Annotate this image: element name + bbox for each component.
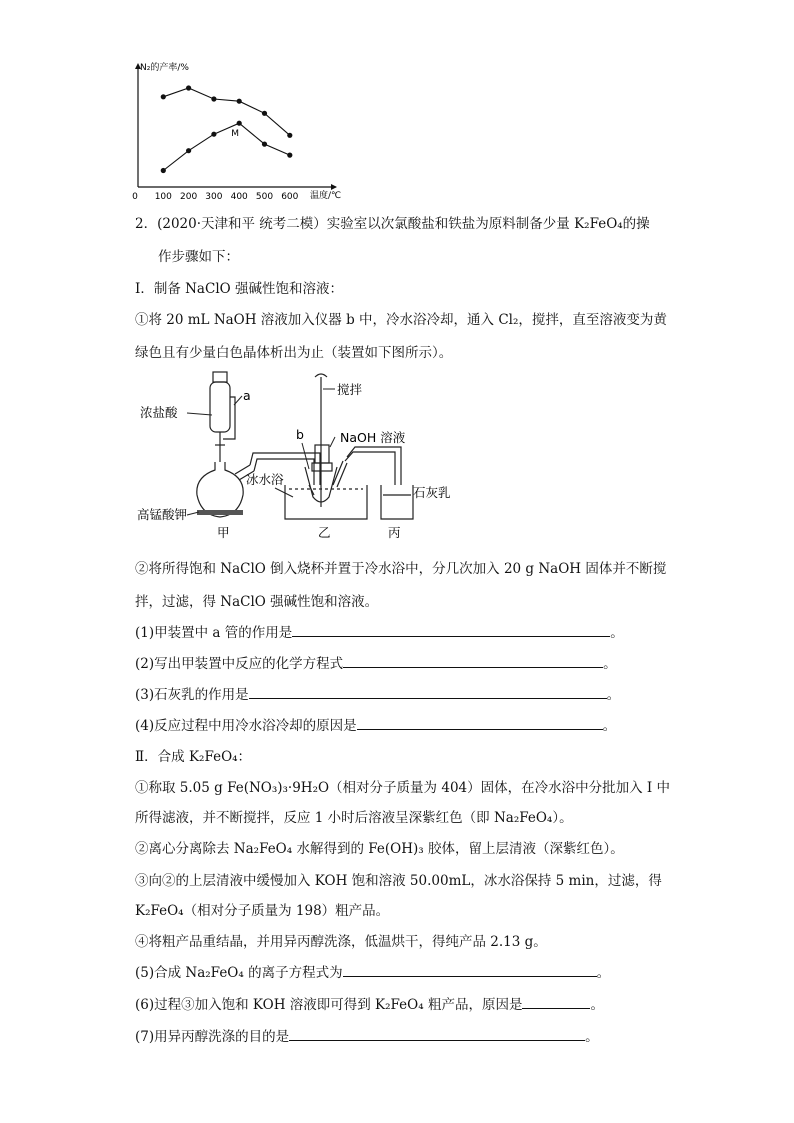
label-b: b [296, 427, 304, 442]
question-header-cont: 作步骤如下： [158, 249, 239, 265]
label-lime-milk: 石灰乳 [413, 485, 451, 500]
answer-blank-3[interactable] [249, 684, 607, 699]
synth-step3-line1: ③向②的上层清液中缓慢加入 KOH 饱和溶液 50.00mL，冰水浴保持 5 min，过滤，得 [135, 873, 662, 889]
label-ice-bath: 冰水浴 [246, 472, 284, 487]
data-point [161, 94, 166, 99]
data-point [237, 121, 242, 126]
question-3: (3)石灰乳的作用是 。 [135, 683, 620, 703]
yield-chart [128, 60, 348, 200]
question-7: (7)用异丙醇洗涤的目的是 。 [135, 1025, 599, 1045]
data-point [211, 132, 216, 137]
x-axis-label: 温度/℃ [310, 191, 342, 201]
data-point [262, 142, 267, 147]
answer-blank-2[interactable] [343, 653, 603, 668]
answer-blank-1[interactable] [292, 622, 610, 637]
x-axis-arrow [331, 184, 337, 190]
data-point [287, 153, 292, 158]
part2-title: Ⅱ．合成 K₂FeO₄： [135, 749, 252, 765]
question-header: 2．(2020·天津和平 统考二模）实验室以次氯酸盐和铁盐为原料制备少量 K₂FeO₄的操 [135, 216, 650, 232]
synth-step3-line2: K₂FeO₄（相对分子质量为 198）粗产品。 [135, 903, 390, 919]
question-1: (1)甲装置中 a 管的作用是 。 [135, 621, 624, 641]
label-yi: 乙 [318, 525, 331, 540]
step2-line1: ②将所得饱和 NaClO 倒入烧杯并置于冷水浴中，分几次加入 20 g NaOH 固体并不断搅 [135, 561, 667, 577]
y-axis-label: N₂的产率/% [140, 63, 189, 73]
question-4: (4)反应过程中用冷水浴冷却的原因是 。 [135, 714, 616, 734]
apparatus-diagram [135, 367, 455, 542]
x-tick-label: 600 [281, 192, 299, 202]
data-point [186, 148, 191, 153]
answer-blank-7[interactable] [289, 1026, 585, 1041]
data-point [186, 85, 191, 90]
question-5: (5)合成 Na₂FeO₄ 的离子方程式为 。 [135, 961, 610, 981]
label-bing: 丙 [388, 525, 401, 540]
data-point [287, 133, 292, 138]
series-line-2 [163, 123, 289, 170]
question-2: (2)写出甲装置中反应的化学方程式 。 [135, 652, 617, 672]
data-point [211, 96, 216, 101]
answer-blank-4[interactable] [357, 715, 603, 730]
x-tick-label: 400 [230, 192, 248, 202]
answer-blank-6[interactable] [522, 994, 590, 1009]
question-6: (6)过程③加入饱和 KOH 溶液即可得到 K₂FeO₄ 粗产品，原因是 。 [135, 993, 604, 1013]
origin-label: 0 [132, 192, 138, 202]
annotation-m: M [231, 129, 239, 140]
label-a: a [243, 388, 251, 403]
data-point [237, 99, 242, 104]
label-stir: 搅拌 [337, 382, 363, 397]
step1-line1: ①将 20 mL NaOH 溶液加入仪器 b 中，冷水浴冷却，通入 Cl₂，搅拌，直至溶液变为黄 [135, 312, 667, 328]
label-naoh: NaOH 溶液 [340, 430, 406, 445]
x-tick-label: 100 [154, 192, 172, 202]
step2-line2: 拌，过滤，得 NaClO 强碱性饱和溶液。 [135, 594, 379, 610]
synth-step4: ④将粗产品重结晶，并用异丙醇洗涤，低温烘干，得纯产品 2.13 g。 [135, 934, 547, 950]
step1-line2: 绿色且有少量白色晶体析出为止（装置如下图所示）。 [135, 345, 453, 361]
flask-apparatus-jia [197, 372, 320, 517]
data-point [262, 111, 267, 116]
label-kmno4: 高锰酸钾 [137, 507, 188, 522]
x-tick-label: 500 [255, 192, 274, 202]
data-point [161, 168, 166, 173]
x-tick-label: 300 [205, 192, 223, 202]
answer-blank-5[interactable] [343, 962, 597, 977]
synth-step2: ②离心分离除去 Na₂FeO₄ 水解得到的 Fe(OH)₃ 胶体，留上层清液（深紫红色）。 [135, 841, 624, 857]
label-conc-hcl: 浓盐酸 [140, 405, 178, 420]
beaker-bing [381, 485, 413, 519]
x-tick-label: 200 [180, 192, 198, 202]
synth-step1-line2: 所得滤液，并不断搅拌，反应 1 小时后溶液呈深紫红色（即 Na₂FeO₄）。 [135, 810, 573, 826]
synth-step1-line1: ①称取 5.05 g Fe(NO₃)₃·9H₂O（相对分子质量为 404）固体，在冷水浴中分批加入 I 中 [135, 780, 671, 796]
label-jia: 甲 [217, 525, 230, 540]
part1-title: Ⅰ．制备 NaClO 强碱性饱和溶液： [135, 281, 343, 297]
